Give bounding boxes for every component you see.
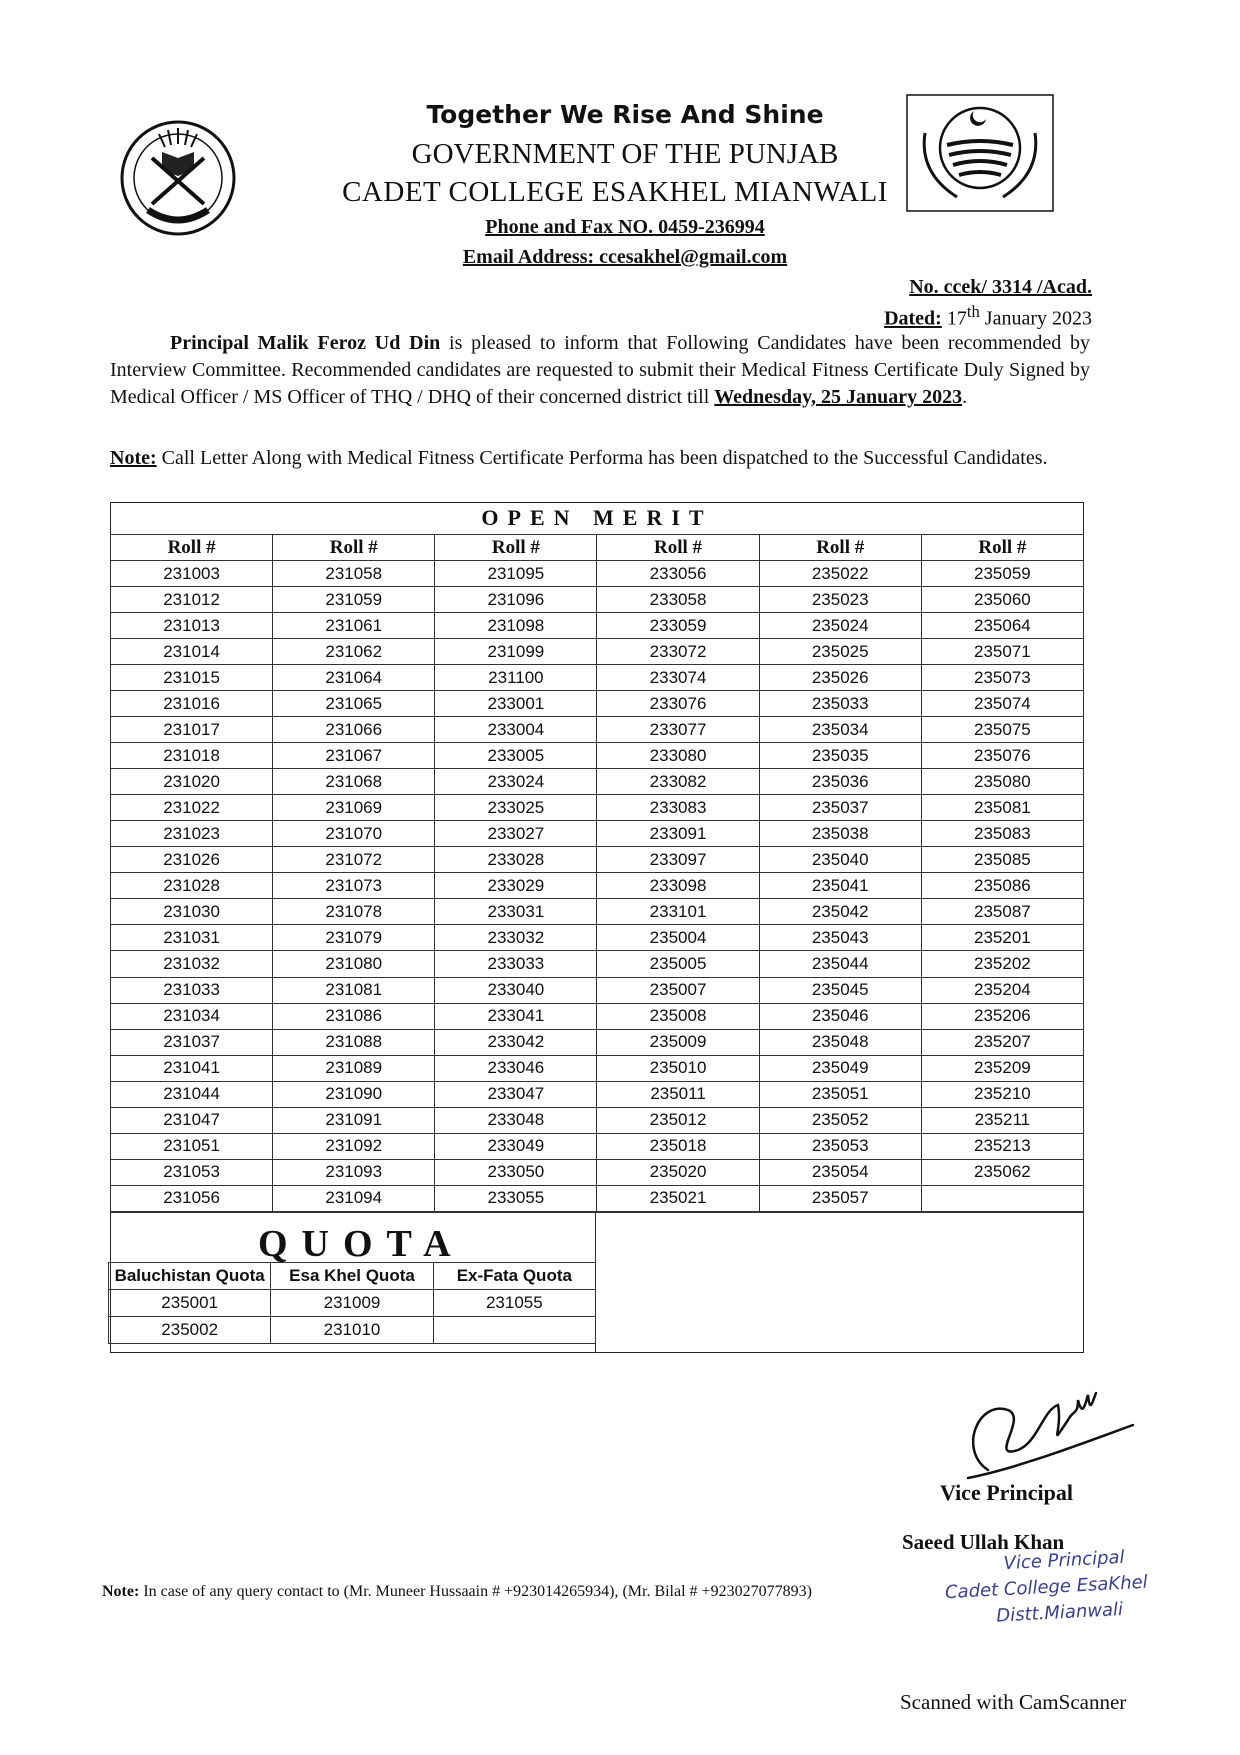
stamp-title: Vice Principal — [1003, 1546, 1126, 1575]
roll-number-cell: 231089 — [273, 1055, 435, 1081]
roll-number-cell: 235036 — [759, 769, 921, 795]
roll-number-cell: 235054 — [759, 1159, 921, 1185]
roll-number-cell: 235075 — [921, 717, 1083, 743]
roll-number-cell: 233005 — [435, 743, 597, 769]
roll-number-cell: 235008 — [597, 1003, 759, 1029]
table-row — [111, 795, 1084, 821]
roll-number-cell: 235080 — [921, 769, 1083, 795]
roll-number-cell: 231023 — [111, 821, 273, 847]
roll-number-cell: 233055 — [435, 1185, 597, 1211]
roll-number-cell: 233048 — [435, 1107, 597, 1133]
quota-roll-cell: 231009 — [271, 1290, 433, 1317]
roll-number-cell: 235035 — [759, 743, 921, 769]
roll-number-cell: 231037 — [111, 1029, 273, 1055]
roll-number-cell: 233072 — [597, 639, 759, 665]
roll-number-cell: 233056 — [597, 561, 759, 587]
quota-roll-cell: 235002 — [109, 1317, 271, 1344]
roll-number-cell: 231033 — [111, 977, 273, 1003]
roll-number-cell: 231093 — [273, 1159, 435, 1185]
roll-number-cell: 231047 — [111, 1107, 273, 1133]
roll-number-cell: 233028 — [435, 847, 597, 873]
dated-label: Dated: — [884, 307, 942, 330]
roll-number-cell: 231070 — [273, 821, 435, 847]
roll-number-cell: 235009 — [597, 1029, 759, 1055]
roll-number-cell: 235011 — [597, 1081, 759, 1107]
roll-number-cell: 235025 — [759, 639, 921, 665]
quota-title: QUOTA — [258, 1223, 465, 1265]
roll-number-cell: 233098 — [597, 873, 759, 899]
table-row — [111, 847, 1084, 873]
roll-number-cell: 231034 — [111, 1003, 273, 1029]
roll-number-cell: 235033 — [759, 691, 921, 717]
roll-number-cell: 231090 — [273, 1081, 435, 1107]
roll-number-cell: 235044 — [759, 951, 921, 977]
roll-number-cell: 231100 — [435, 665, 597, 691]
signatory-title: Vice Principal — [940, 1480, 1073, 1505]
motto: Together We Rise And Shine — [426, 100, 824, 129]
roll-number-cell: 233049 — [435, 1133, 597, 1159]
table-row — [111, 1159, 1084, 1185]
dispatch-note — [110, 445, 1090, 471]
table-row — [111, 743, 1084, 769]
dispatch-note-label: Note: — [110, 447, 157, 469]
roll-number-cell: 235037 — [759, 795, 921, 821]
table-row — [111, 561, 1084, 587]
roll-number-cell: 231068 — [273, 769, 435, 795]
roll-number-cell: 235034 — [759, 717, 921, 743]
table-row — [111, 1081, 1084, 1107]
roll-number-cell: 233101 — [597, 899, 759, 925]
roll-number-cell: 235206 — [921, 1003, 1083, 1029]
roll-number-cell: 231014 — [111, 639, 273, 665]
roll-number-cell: 235209 — [921, 1055, 1083, 1081]
roll-number-cell: 231098 — [435, 613, 597, 639]
open-merit-header-cell: Roll # — [111, 535, 273, 561]
roll-number-cell: 231028 — [111, 873, 273, 899]
roll-number-cell: 235211 — [921, 1107, 1083, 1133]
intro-paragraph — [110, 330, 1090, 411]
roll-number-cell: 231066 — [273, 717, 435, 743]
roll-number-cell: 231056 — [111, 1185, 273, 1211]
scanner-watermark: Scanned with CamScanner — [900, 1690, 1127, 1714]
roll-number-cell: 235207 — [921, 1029, 1083, 1055]
roll-number-cell: 233025 — [435, 795, 597, 821]
quota-roll-cell — [433, 1317, 595, 1344]
roll-number-cell: 233042 — [435, 1029, 597, 1055]
stamp-district: Distt.Mianwali — [995, 1598, 1124, 1627]
roll-number-cell: 235064 — [921, 613, 1083, 639]
roll-number-cell: 231022 — [111, 795, 273, 821]
roll-number-cell: 235060 — [921, 587, 1083, 613]
roll-number-cell: 235007 — [597, 977, 759, 1003]
college-crest-logo — [118, 118, 238, 243]
roll-number-cell: 231020 — [111, 769, 273, 795]
roll-number-cell: 231016 — [111, 691, 273, 717]
principal-name: Principal Malik Feroz Ud Din — [170, 332, 441, 354]
roll-number-cell: 231099 — [435, 639, 597, 665]
roll-number-cell: 235010 — [597, 1055, 759, 1081]
roll-number-cell: 231064 — [273, 665, 435, 691]
table-row — [109, 1317, 596, 1344]
roll-number-cell: 233077 — [597, 717, 759, 743]
quota-header-cell: Baluchistan Quota — [109, 1263, 271, 1290]
roll-number-cell — [921, 1185, 1083, 1211]
roll-number-cell: 235046 — [759, 1003, 921, 1029]
roll-number-cell: 235062 — [921, 1159, 1083, 1185]
open-merit-header-cell: Roll # — [435, 535, 597, 561]
roll-number-cell: 231012 — [111, 587, 273, 613]
roll-number-cell: 231079 — [273, 925, 435, 951]
roll-number-cell: 231088 — [273, 1029, 435, 1055]
roll-number-cell: 231051 — [111, 1133, 273, 1159]
table-row — [111, 873, 1084, 899]
contact-note-label: Note: — [102, 1583, 140, 1600]
roll-number-cell: 235210 — [921, 1081, 1083, 1107]
roll-number-cell: 235057 — [759, 1185, 921, 1211]
roll-number-cell: 231069 — [273, 795, 435, 821]
open-merit-title: OPEN MERIT — [481, 505, 713, 530]
roll-number-cell: 233091 — [597, 821, 759, 847]
table-row — [111, 821, 1084, 847]
table-row — [111, 1003, 1084, 1029]
roll-number-cell: 231067 — [273, 743, 435, 769]
roll-number-cell: 235083 — [921, 821, 1083, 847]
quota-roll-cell: 235001 — [109, 1290, 271, 1317]
table-row — [111, 691, 1084, 717]
roll-number-cell: 235018 — [597, 1133, 759, 1159]
roll-number-cell: 233027 — [435, 821, 597, 847]
roll-number-cell: 231015 — [111, 665, 273, 691]
roll-number-cell: 231032 — [111, 951, 273, 977]
roll-number-cell: 235041 — [759, 873, 921, 899]
college-title: CADET COLLEGE ESAKHEL MIANWALI — [342, 176, 888, 208]
roll-number-cell: 235086 — [921, 873, 1083, 899]
table-row — [111, 899, 1084, 925]
roll-number-cell: 235085 — [921, 847, 1083, 873]
dated-month-year: January 2023 — [984, 307, 1092, 330]
deadline-date: Wednesday, 25 January 2023 — [714, 386, 963, 408]
table-row — [111, 639, 1084, 665]
roll-number-cell: 233097 — [597, 847, 759, 873]
roll-number-cell: 235040 — [759, 847, 921, 873]
roll-number-cell: 235052 — [759, 1107, 921, 1133]
roll-number-cell: 233074 — [597, 665, 759, 691]
roll-number-cell: 233040 — [435, 977, 597, 1003]
roll-number-cell: 235071 — [921, 639, 1083, 665]
table-row — [111, 925, 1084, 951]
roll-number-cell: 231013 — [111, 613, 273, 639]
table-row — [111, 951, 1084, 977]
dated-day: 17 — [946, 307, 967, 330]
roll-number-cell: 235042 — [759, 899, 921, 925]
roll-number-cell: 235201 — [921, 925, 1083, 951]
table-row — [111, 613, 1084, 639]
table-row — [111, 665, 1084, 691]
roll-number-cell: 233082 — [597, 769, 759, 795]
roll-number-cell: 235021 — [597, 1185, 759, 1211]
open-merit-header-cell: Roll # — [759, 535, 921, 561]
table-row — [111, 717, 1084, 743]
roll-number-cell: 231086 — [273, 1003, 435, 1029]
intro-period: . — [962, 386, 968, 408]
roll-number-cell: 231078 — [273, 899, 435, 925]
roll-number-cell: 231073 — [273, 873, 435, 899]
open-merit-header-cell: Roll # — [273, 535, 435, 561]
roll-number-cell: 233050 — [435, 1159, 597, 1185]
roll-number-cell: 231044 — [111, 1081, 273, 1107]
roll-number-cell: 233031 — [435, 899, 597, 925]
roll-number-cell: 233059 — [597, 613, 759, 639]
roll-number-cell: 231003 — [111, 561, 273, 587]
contact-note — [102, 1583, 812, 1601]
open-merit-header-cell: Roll # — [597, 535, 759, 561]
roll-number-cell: 235213 — [921, 1133, 1083, 1159]
roll-number-cell: 231096 — [435, 587, 597, 613]
dated-line — [884, 302, 1092, 331]
roll-number-cell: 233076 — [597, 691, 759, 717]
roll-number-cell: 235074 — [921, 691, 1083, 717]
dispatch-note-text: Call Letter Along with Medical Fitness Certificate Performa has been dispatched to the Successful Candidates. — [156, 447, 1048, 469]
reference-number: No. ccek/ 3314 /Acad. — [909, 276, 1092, 298]
roll-number-cell: 233046 — [435, 1055, 597, 1081]
quota-header-row — [109, 1263, 596, 1290]
roll-number-cell: 233033 — [435, 951, 597, 977]
quota-roll-cell: 231055 — [433, 1290, 595, 1317]
roll-number-cell: 235004 — [597, 925, 759, 951]
table-row — [111, 587, 1084, 613]
roll-number-cell: 231026 — [111, 847, 273, 873]
roll-number-cell: 233047 — [435, 1081, 597, 1107]
open-merit-header-row — [111, 535, 1084, 561]
roll-number-cell: 235012 — [597, 1107, 759, 1133]
roll-number-cell: 231041 — [111, 1055, 273, 1081]
roll-number-cell: 235073 — [921, 665, 1083, 691]
roll-number-cell: 235202 — [921, 951, 1083, 977]
table-row — [111, 1185, 1084, 1211]
table-row — [109, 1290, 596, 1317]
table-row — [111, 977, 1084, 1003]
quota-top-divider — [110, 1212, 1084, 1213]
roll-number-cell: 233004 — [435, 717, 597, 743]
table-row — [111, 769, 1084, 795]
roll-number-cell: 231058 — [273, 561, 435, 587]
roll-number-cell: 233001 — [435, 691, 597, 717]
intro-text: is pleased to inform that Following Candidates have been recommended by Interview Committee. Recommended candidates are requested to submit their Medical Fitness Certificate Duly Signed by Medical Officer / MS Officer of THQ / DHQ of their concerned district till — [110, 332, 1090, 408]
roll-number-cell: 235051 — [759, 1081, 921, 1107]
open-merit-table — [110, 534, 1084, 1212]
signatory-name: Saeed Ullah Khan — [902, 1530, 1065, 1554]
roll-number-cell: 231053 — [111, 1159, 273, 1185]
signature-mark — [948, 1390, 1138, 1490]
roll-number-cell: 235059 — [921, 561, 1083, 587]
roll-number-cell: 235076 — [921, 743, 1083, 769]
email-address: Email Address: ccesakhel@gmail.com — [462, 246, 788, 268]
roll-number-cell: 231031 — [111, 925, 273, 951]
roll-number-cell: 235023 — [759, 587, 921, 613]
roll-number-cell: 235020 — [597, 1159, 759, 1185]
roll-number-cell: 231095 — [435, 561, 597, 587]
table-row — [111, 1133, 1084, 1159]
roll-number-cell: 233041 — [435, 1003, 597, 1029]
table-row — [111, 1055, 1084, 1081]
roll-number-cell: 235026 — [759, 665, 921, 691]
roll-number-cell: 235043 — [759, 925, 921, 951]
roll-number-cell: 235049 — [759, 1055, 921, 1081]
roll-number-cell: 233029 — [435, 873, 597, 899]
roll-number-cell: 231059 — [273, 587, 435, 613]
phone-fax: Phone and Fax NO. 0459-236994 — [485, 216, 765, 238]
quota-header-cell: Esa Khel Quota — [271, 1263, 433, 1290]
roll-number-cell: 231091 — [273, 1107, 435, 1133]
roll-number-cell: 233083 — [597, 795, 759, 821]
roll-number-cell: 233080 — [597, 743, 759, 769]
roll-number-cell: 235204 — [921, 977, 1083, 1003]
roll-number-cell: 231030 — [111, 899, 273, 925]
open-merit-header-cell: Roll # — [921, 535, 1083, 561]
roll-number-cell: 231072 — [273, 847, 435, 873]
quota-table — [108, 1262, 596, 1344]
roll-number-cell: 233032 — [435, 925, 597, 951]
roll-number-cell: 235022 — [759, 561, 921, 587]
table-row — [111, 1107, 1084, 1133]
roll-number-cell: 231017 — [111, 717, 273, 743]
table-row — [111, 1029, 1084, 1055]
roll-number-cell: 233058 — [597, 587, 759, 613]
roll-number-cell: 235081 — [921, 795, 1083, 821]
roll-number-cell: 235024 — [759, 613, 921, 639]
roll-number-cell: 235053 — [759, 1133, 921, 1159]
roll-number-cell: 235048 — [759, 1029, 921, 1055]
roll-number-cell: 231062 — [273, 639, 435, 665]
roll-number-cell: 231081 — [273, 977, 435, 1003]
roll-number-cell: 231018 — [111, 743, 273, 769]
roll-number-cell: 235045 — [759, 977, 921, 1003]
quota-roll-cell: 231010 — [271, 1317, 433, 1344]
government-title: GOVERNMENT OF THE PUNJAB — [411, 138, 839, 170]
dated-day-suffix: th — [966, 302, 980, 321]
roll-number-cell: 235038 — [759, 821, 921, 847]
roll-number-cell: 235005 — [597, 951, 759, 977]
roll-number-cell: 231061 — [273, 613, 435, 639]
stamp-college: Cadet College EsaKhel — [944, 1571, 1149, 1604]
roll-number-cell: 231094 — [273, 1185, 435, 1211]
roll-number-cell: 233024 — [435, 769, 597, 795]
quota-header-cell: Ex-Fata Quota — [433, 1263, 595, 1290]
roll-number-cell: 231080 — [273, 951, 435, 977]
punjab-government-logo — [905, 93, 1055, 218]
official-stamp — [903, 1544, 1150, 1635]
roll-number-cell: 231092 — [273, 1133, 435, 1159]
roll-number-cell: 231065 — [273, 691, 435, 717]
contact-note-text: In case of any query contact to (Mr. Muneer Hussaain # +923014265934), (Mr. Bilal # +923027077893) — [139, 1583, 812, 1600]
roll-number-cell: 235087 — [921, 899, 1083, 925]
